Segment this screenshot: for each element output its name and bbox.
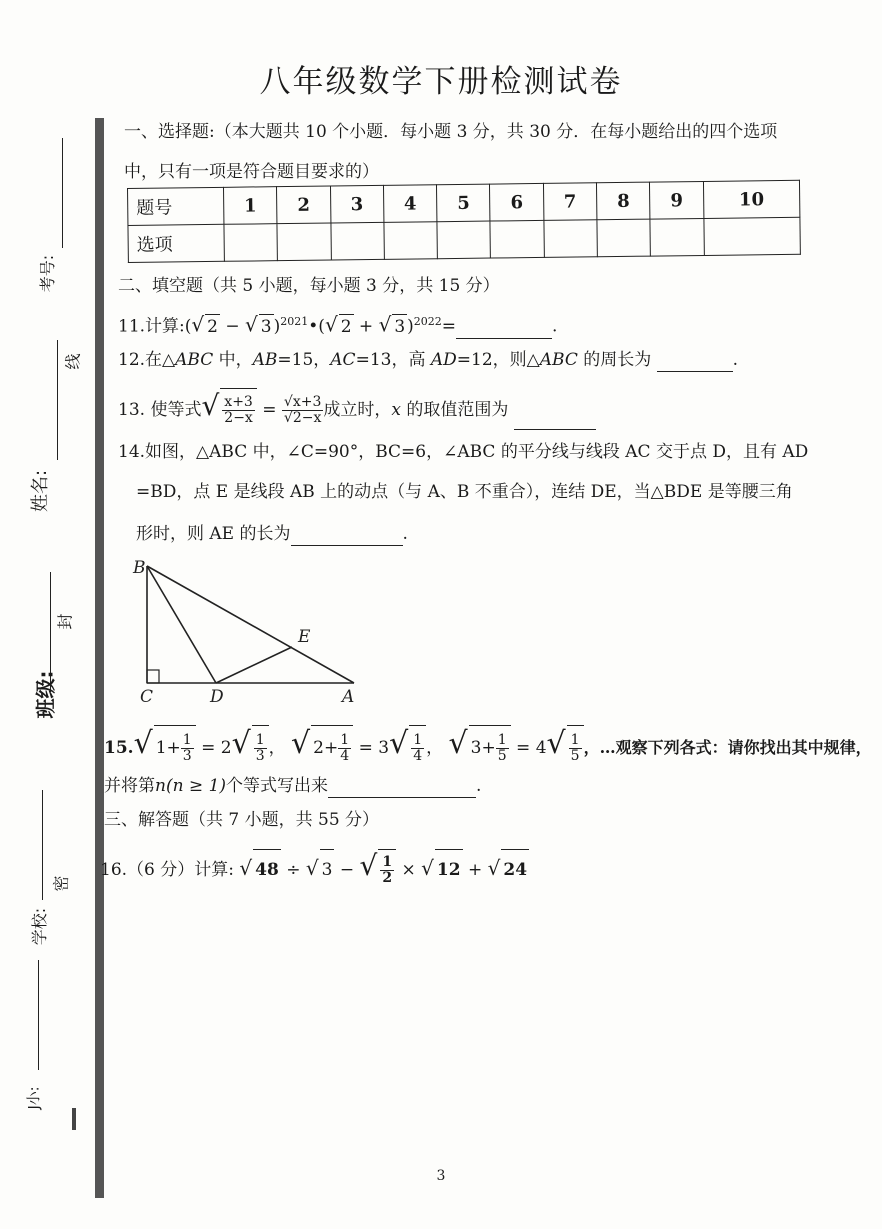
answer-table (127, 180, 801, 263)
answer-table-number: 9 (650, 181, 704, 219)
margin-line-kaohao (62, 138, 63, 248)
margin-label-bottom: J小: (26, 1086, 43, 1110)
answer-blank-12[interactable] (657, 355, 733, 372)
answer-blank-15[interactable] (328, 781, 476, 798)
answer-cell[interactable] (544, 220, 598, 258)
question-13: 13. 使等式√ $\frac{x+3}{2-x}$ = $\frac{√x+3}{√2-x}$ 成立时，x 的取值范围为 (118, 386, 596, 430)
answer-table-number: 3 (330, 185, 384, 223)
label-c: C (140, 687, 154, 706)
answer-cell[interactable] (650, 218, 704, 256)
question-11: 11.计算:(√ 2 − √ 3 )$^{2021}$•(√ 2 + √ 3 )$^{2022}$= . (118, 312, 558, 337)
binding-bar (95, 118, 104, 1198)
question-12: 12.在△ABC 中，AB=15，AC=13，高 AD=12，则△ABC 的周长为 . (118, 350, 739, 370)
label-e: E (298, 627, 311, 647)
answer-table-choice-row (128, 217, 800, 262)
answer-blank-11[interactable] (456, 322, 552, 339)
margin-label-xian: 线 (63, 353, 83, 370)
answer-table-label-choice: 选项 (128, 224, 224, 262)
section1-line1: 一、选择题:（本大题共 10 个小题．每小题 3 分，共 30 分．在每小题给出的四个选项 (124, 122, 778, 142)
answer-blank-14[interactable] (291, 529, 403, 546)
answer-table-number: 5 (437, 184, 491, 222)
segment-bd (147, 566, 216, 683)
margin-label-feng: 封 (55, 613, 75, 630)
margin-line-xian (57, 340, 58, 460)
margin-label-xuexiao: 学校: (30, 907, 50, 946)
answer-table-number: 2 (277, 186, 331, 224)
answer-table-label-number: 题号 (128, 187, 224, 225)
answer-table-number: 4 (383, 185, 437, 223)
label-a: A (342, 687, 355, 706)
answer-table-number: 1 (223, 187, 277, 225)
segment-ba (147, 566, 354, 683)
question-14-line3: 形时，则 AE 的长为 . (136, 524, 408, 544)
margin-label-banji: 班级: (33, 670, 58, 719)
answer-cell[interactable] (224, 224, 278, 262)
margin-line-xuexiao (38, 960, 39, 1070)
triangle-figure (128, 556, 368, 706)
margin-label-kaohao: 考号: (38, 254, 58, 293)
question-15: 15.√ 1+ $\frac{1}{3}$ = 2√ $\frac{1}{3}$ ， √ 2+ $\frac{1}{4}$ = 3√ $\frac{1}{4}$ ， √ 3+ $\frac{1}{5}$ = 4√ $\frac{1}{5}$ ，…观察下列各式：请你找出其中规律， (104, 722, 872, 770)
margin-label-xingming: 姓名: (30, 469, 52, 513)
question-14-line1: 14.如图，△ABC 中，∠C=90°，BC=6，∠ABC 的平分线与线段 AC 交于点 D，且有 AD (118, 442, 809, 462)
question-16: 16.（6 分）计算: √ 48 ÷ √ 3 − √ $\frac{1}{2}$ × √ 12 + √ 24 (100, 846, 529, 890)
answer-cell[interactable] (597, 219, 651, 257)
label-d: D (210, 687, 224, 706)
answer-table-number: 10 (703, 180, 800, 218)
answer-table-number: 7 (543, 183, 597, 221)
page-title: 八年级数学下册检测试卷 (259, 64, 623, 100)
question-15-line2: 并将第n(n ≥ 1)个等式写出来 . (104, 776, 482, 796)
section1-line2: 中，只有一项是符合题目要求的） (124, 162, 379, 182)
answer-cell[interactable] (704, 217, 801, 255)
label-b: B (133, 558, 146, 578)
answer-cell[interactable] (490, 220, 544, 258)
margin-label-mi: 密 (51, 875, 71, 892)
section3-heading: 三、解答题（共 7 小题，共 55 分） (104, 810, 380, 830)
section2-heading: 二、填空题（共 5 小题，每小题 3 分，共 15 分） (118, 276, 500, 296)
answer-table-number: 8 (597, 182, 651, 220)
answer-cell[interactable] (437, 221, 491, 259)
page-number: 3 (436, 1168, 446, 1184)
margin-line-banji (42, 790, 43, 900)
answer-blank-13[interactable] (514, 413, 596, 430)
segment-de (216, 647, 292, 683)
answer-cell[interactable] (384, 222, 438, 260)
binding-tick (72, 1108, 76, 1130)
answer-table-number: 6 (490, 183, 544, 221)
answer-cell[interactable] (331, 222, 385, 260)
answer-cell[interactable] (277, 223, 331, 261)
right-angle-marker (147, 670, 159, 683)
question-14-line2: =BD，点 E 是线段 AB 上的动点（与 A、B 不重合），连结 DE，当△BDE 是等腰三角 (136, 482, 793, 502)
